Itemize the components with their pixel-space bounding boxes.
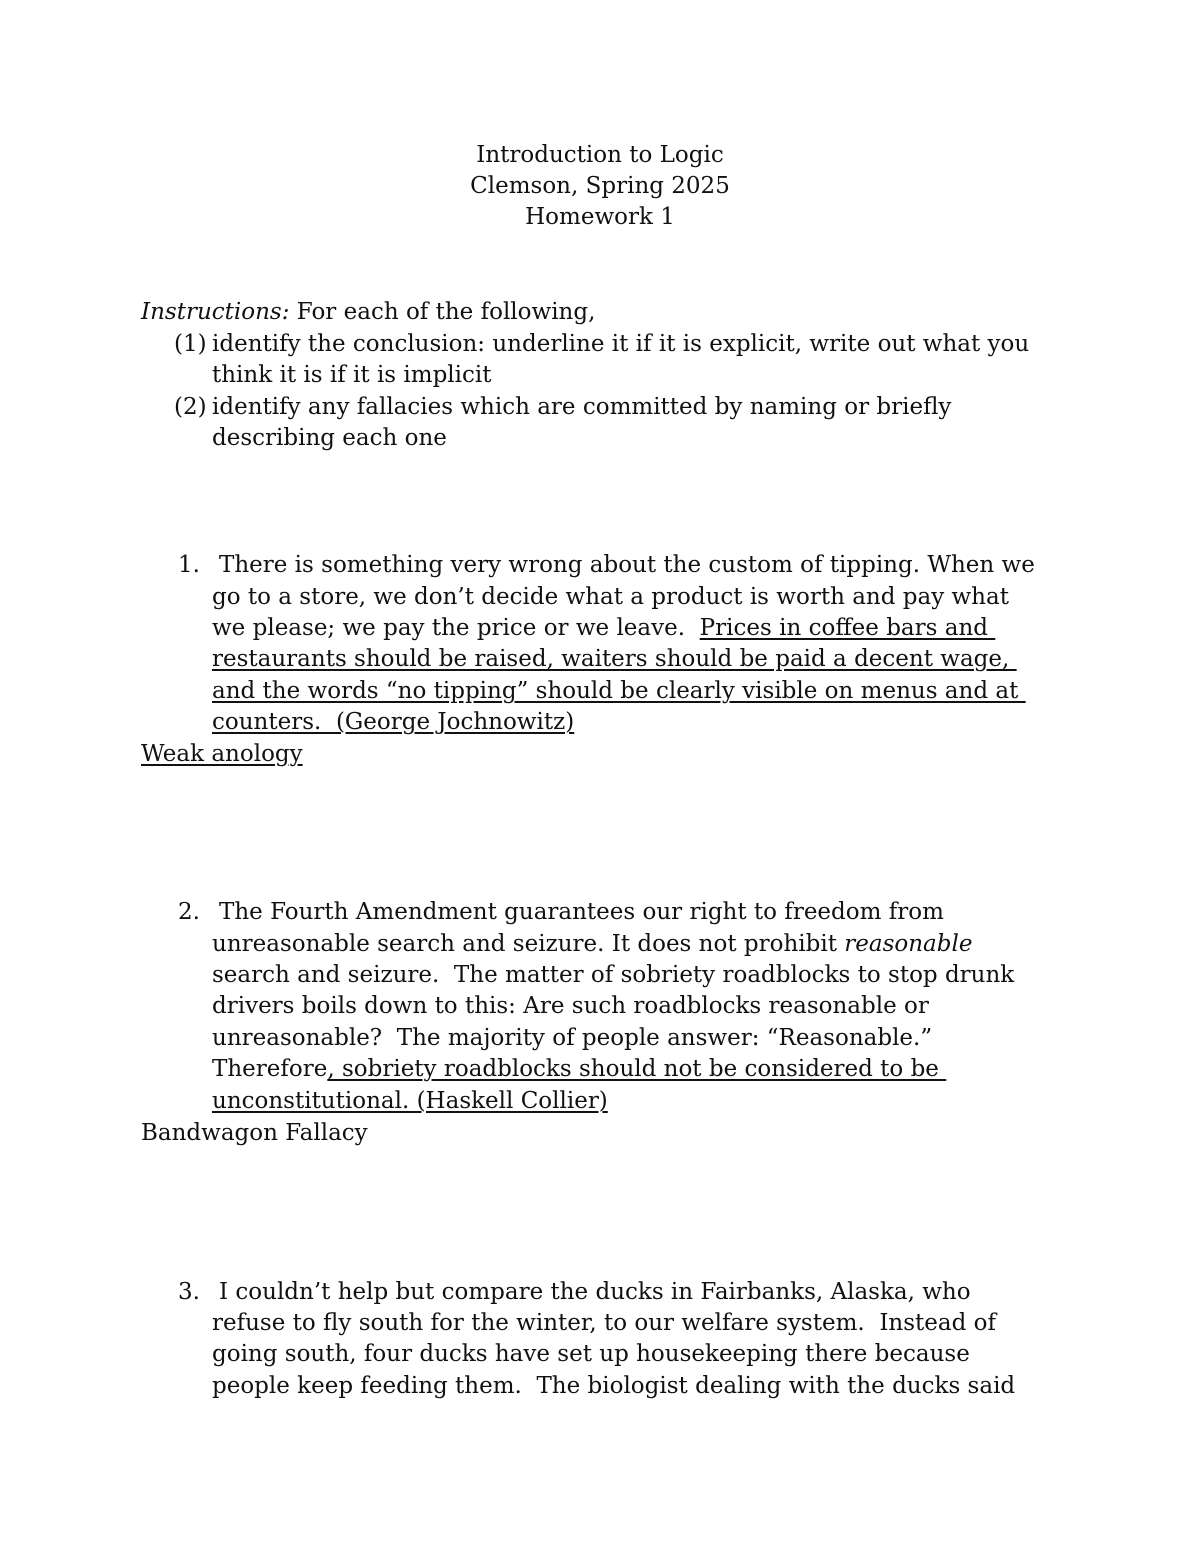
instructions-text: For each of the following, [289, 299, 596, 325]
instruction-marker-2: (2) [174, 394, 207, 420]
instruction-1-line-1: identify the conclusion: underline it if it is explicit, write out what you [212, 331, 1030, 357]
question-1-number: 1. [178, 552, 200, 578]
question-2-number: 2. [178, 899, 200, 925]
question-1-line-3 [212, 613, 995, 644]
question-2-line-6 [212, 1054, 946, 1085]
question-3-line-4: people keep feeding them. The biologist dealing with the ducks said [212, 1373, 1016, 1399]
question-1-conclusion-line-2: and the words “no tipping” should be clearly visible on menus and at [212, 678, 1026, 704]
question-2-line-5: unreasonable? The majority of people answer: “Reasonable.” [212, 1025, 933, 1051]
course-title: Introduction to Logic [476, 142, 724, 168]
question-2-line-3: search and seizure. The matter of sobriety roadblocks to stop drunk [212, 962, 1015, 988]
question-2-answer: Bandwagon Fallacy [141, 1120, 368, 1146]
assignment-title: Homework 1 [525, 204, 675, 230]
question-3-line-2: refuse to fly south for the winter, to our welfare system. Instead of [212, 1310, 996, 1336]
question-3-line-3: going south, four ducks have set up housekeeping there because [212, 1341, 970, 1367]
question-2-line-2-plain: unreasonable search and seizure. It does not prohibit [212, 931, 845, 957]
instruction-2-line-2: describing each one [212, 425, 447, 451]
question-1-conclusion-start: Prices in coffee bars and [699, 615, 996, 641]
question-2-conclusion-start: , sobriety roadblocks should not be considered to be [327, 1056, 947, 1082]
course-term: Clemson, Spring 2025 [470, 173, 730, 199]
question-1-line-3-plain: we please; we pay the price or we leave. [212, 615, 700, 641]
instruction-2-line-1: identify any fallacies which are committed by naming or briefly [212, 394, 952, 420]
question-2-line-4: drivers boils down to this: Are such roadblocks reasonable or [212, 993, 929, 1019]
question-1-conclusion-line-1: restaurants should be raised, waiters should be paid a decent wage, [212, 646, 1017, 672]
instruction-1-line-2: think it is if it is implicit [212, 362, 492, 388]
question-2-line-6-plain: Therefore [212, 1056, 328, 1082]
question-2-line-2-italic: reasonable [844, 931, 973, 957]
question-1-conclusion-line-3: counters. (George Jochnowitz) [212, 709, 575, 735]
instructions-line [141, 297, 595, 328]
question-3-number: 3. [178, 1279, 200, 1305]
instructions-label: Instructions: [141, 299, 290, 325]
question-3-line-1: I couldn’t help but compare the ducks in Fairbanks, Alaska, who [219, 1279, 971, 1305]
instruction-marker-1: (1) [174, 331, 207, 357]
question-2-conclusion-end: unconstitutional. (Haskell Collier) [212, 1088, 608, 1114]
question-2-line-1: The Fourth Amendment guarantees our right to freedom from [219, 899, 944, 925]
question-1-line-2: go to a store, we don’t decide what a product is worth and pay what [212, 584, 1009, 610]
question-2-line-2 [212, 929, 972, 960]
question-1-answer: Weak anology [141, 741, 303, 767]
question-1-line-1: There is something very wrong about the custom of tipping. When we [219, 552, 1035, 578]
